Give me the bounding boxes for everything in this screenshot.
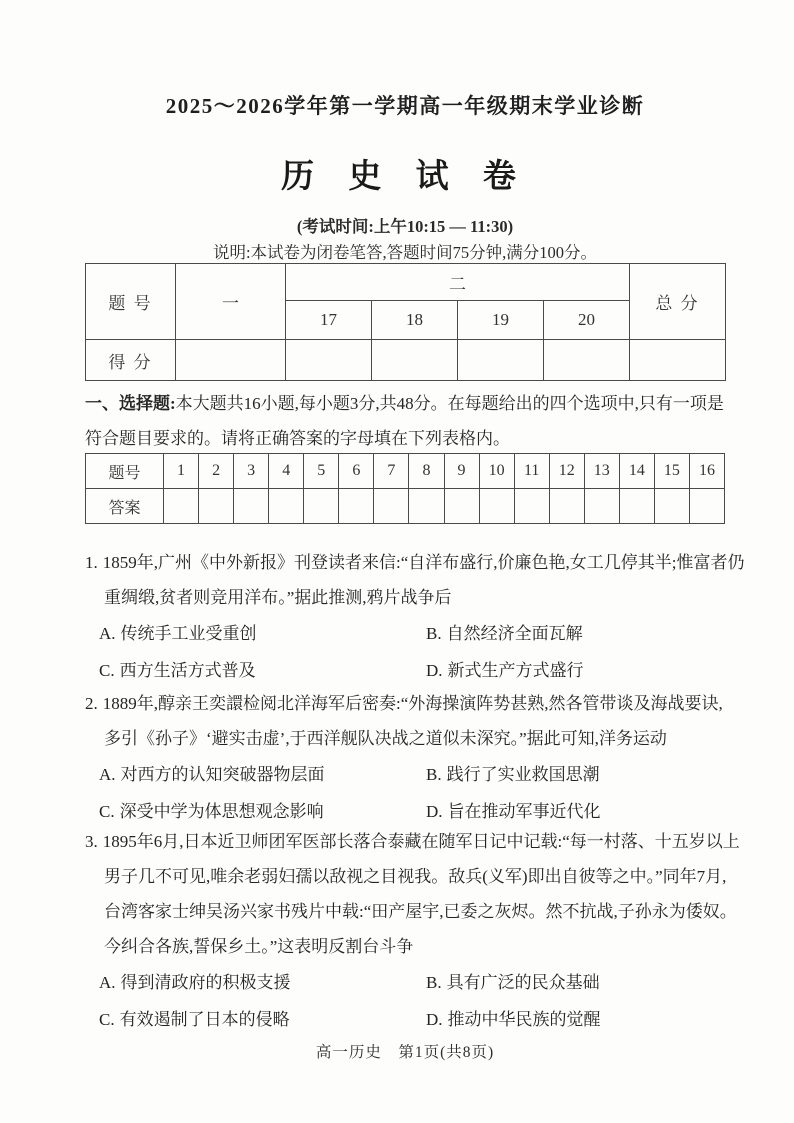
answer-table-number: 3 [234,454,269,489]
answer-cell [234,489,269,524]
answer-table-number: 2 [199,454,234,489]
option-row [85,756,725,793]
question-text-line: 台湾客家士绅吴汤兴家书残片中载:“田产屋宇,已委之灰烬。然不抗战,子孙永为倭奴。 [104,902,737,921]
answer-cell [164,489,199,524]
answer-table-header-label: 题号 [86,454,164,489]
answer-table-number: 1 [164,454,199,489]
option-label: A. [99,624,116,643]
answer-cell [619,489,654,524]
score-table-q20: 20 [544,301,630,340]
option-label: B. [426,624,442,643]
answer-cell [479,489,514,524]
option-label: C. [99,1010,115,1029]
option-text: 西方生活方式普及 [119,661,256,680]
score-cell [176,340,286,381]
answer-cell [584,489,619,524]
option-a [85,964,426,1001]
score-table [85,263,726,381]
option-label: C. [99,802,115,821]
option-text: 推动中华民族的觉醒 [447,1010,601,1029]
question-number: 3. [85,832,98,851]
question-text-line [85,686,725,721]
answer-table [85,453,725,524]
question-text: 1859年,广州《中外新报》刊登读者来信:“自洋布盛行,价廉色艳,女工几停其半;惟富者仍 [102,553,745,572]
option-text: 对西方的认知突破器物层面 [120,765,325,784]
answer-table-number: 15 [654,454,689,489]
score-table-section-one: 一 [176,264,286,340]
question-text-line: 今纠合各族,誓保乡土。”这表明反割台斗争 [104,937,414,956]
section-one-intro-text: 本大题共16小题,每小题3分,共48分。在每题给出的四个选项中,只有一项是 [175,394,724,413]
answer-table-number: 14 [619,454,654,489]
exam-instructions: 说明:本试卷为闭卷笔答,答题时间75分钟,满分100分。 [212,243,598,262]
section-one-intro [85,386,725,456]
question-text: 1895年6月,日本近卫师团军医部长落合泰藏在随军日记中记载:“每一村落、十五岁以上 [102,832,740,851]
answer-cell [654,489,689,524]
exam-subject-title: 历 史 试 卷 [281,159,529,195]
answer-cell [549,489,584,524]
answer-cell [409,489,444,524]
option-text: 有效遏制了日本的侵略 [119,1010,290,1029]
answer-table-number: 6 [339,454,374,489]
option-b [426,964,725,1001]
option-b [426,615,725,652]
option-row [85,652,725,689]
option-d [426,652,725,689]
option-label: A. [99,973,116,992]
option-c [85,1001,426,1038]
option-row [85,1001,725,1038]
option-a [85,756,426,793]
exam-session-title: 2025～2026学年第一学期高一年级期末学业诊断 [165,94,645,118]
answer-table-number: 16 [689,454,724,489]
answer-table-number: 4 [269,454,304,489]
answer-cell [514,489,549,524]
option-text: 深受中学为体思想观念影响 [119,802,324,821]
answer-cell [304,489,339,524]
score-table-question-label: 题 号 [86,264,176,340]
option-a [85,615,426,652]
answer-table-number: 5 [304,454,339,489]
question-text-line: 男子几不可见,唯余老弱妇孺以敌视之目视我。敌兵(义军)即出自彼等之中。”同年7月, [104,867,727,886]
answer-table-number: 12 [549,454,584,489]
option-text: 旨在推动军事近代化 [447,802,601,821]
option-label: D. [426,661,443,680]
option-label: B. [426,765,442,784]
option-label: C. [99,661,115,680]
option-text: 新式生产方式盛行 [447,661,584,680]
score-cell [458,340,544,381]
answer-table-number: 13 [584,454,619,489]
option-row [85,964,725,1001]
score-table-section-two: 二 [286,264,630,301]
section-one-intro-line1 [85,386,725,421]
option-label: A. [99,765,116,784]
question-3 [85,824,740,1038]
answer-table-container [85,453,725,524]
answer-cell [269,489,304,524]
score-table-total-label: 总 分 [630,264,726,340]
exam-time-note: (考试时间:上午10:15 — 11:30) [296,217,514,236]
answer-table-number: 11 [514,454,549,489]
answer-cell [339,489,374,524]
option-label: B. [426,973,442,992]
answer-table-number: 7 [374,454,409,489]
score-table-score-label: 得 分 [86,340,176,381]
question-text-line [85,545,745,580]
score-table-q18: 18 [372,301,458,340]
answer-cell [444,489,479,524]
answer-table-number: 9 [444,454,479,489]
option-text: 传统手工业受重创 [120,624,257,643]
question-text-line: 多引《孙子》‘避实击虚’,于西洋舰队决战之道似未深究。”据此可知,洋务运动 [104,729,667,748]
option-label: D. [426,1010,443,1029]
score-cell [372,340,458,381]
score-cell [286,340,372,381]
option-b [426,756,725,793]
answer-cell [374,489,409,524]
option-text: 自然经济全面瓦解 [446,624,583,643]
option-text: 得到清政府的积极支援 [120,973,291,992]
question-text: 1889年,醇亲王奕譞检阅北洋海军后密奏:“外海操演阵势甚熟,然各管带谈及海战要诀, [102,694,723,713]
section-one-heading: 一、选择题: [85,394,176,413]
option-c [85,652,426,689]
score-table-container [85,263,725,381]
question-text-line [85,824,740,859]
answer-cell [199,489,234,524]
answer-table-number: 8 [409,454,444,489]
score-table-q19: 19 [458,301,544,340]
question-text-line: 重绸缎,贫者则竞用洋布。”据此推测,鸦片战争后 [104,588,452,607]
answer-table-answer-label: 答案 [86,489,164,524]
question-2 [85,686,725,830]
option-row [85,615,725,652]
question-1 [85,545,745,689]
score-cell [544,340,630,381]
page-footer: 高一历史 第1页(共8页) [315,1044,495,1061]
question-number: 2. [85,694,98,713]
option-text: 践行了实业救国思潮 [446,765,600,784]
score-cell [630,340,726,381]
question-number: 1. [85,553,98,572]
option-text: 具有广泛的民众基础 [446,973,600,992]
section-one-intro-line2: 符合题目要求的。请将正确答案的字母填在下列表格内。 [85,429,510,448]
option-d [426,1001,725,1038]
answer-cell [689,489,724,524]
option-label: D. [426,802,443,821]
score-table-q17: 17 [286,301,372,340]
answer-table-number: 10 [479,454,514,489]
